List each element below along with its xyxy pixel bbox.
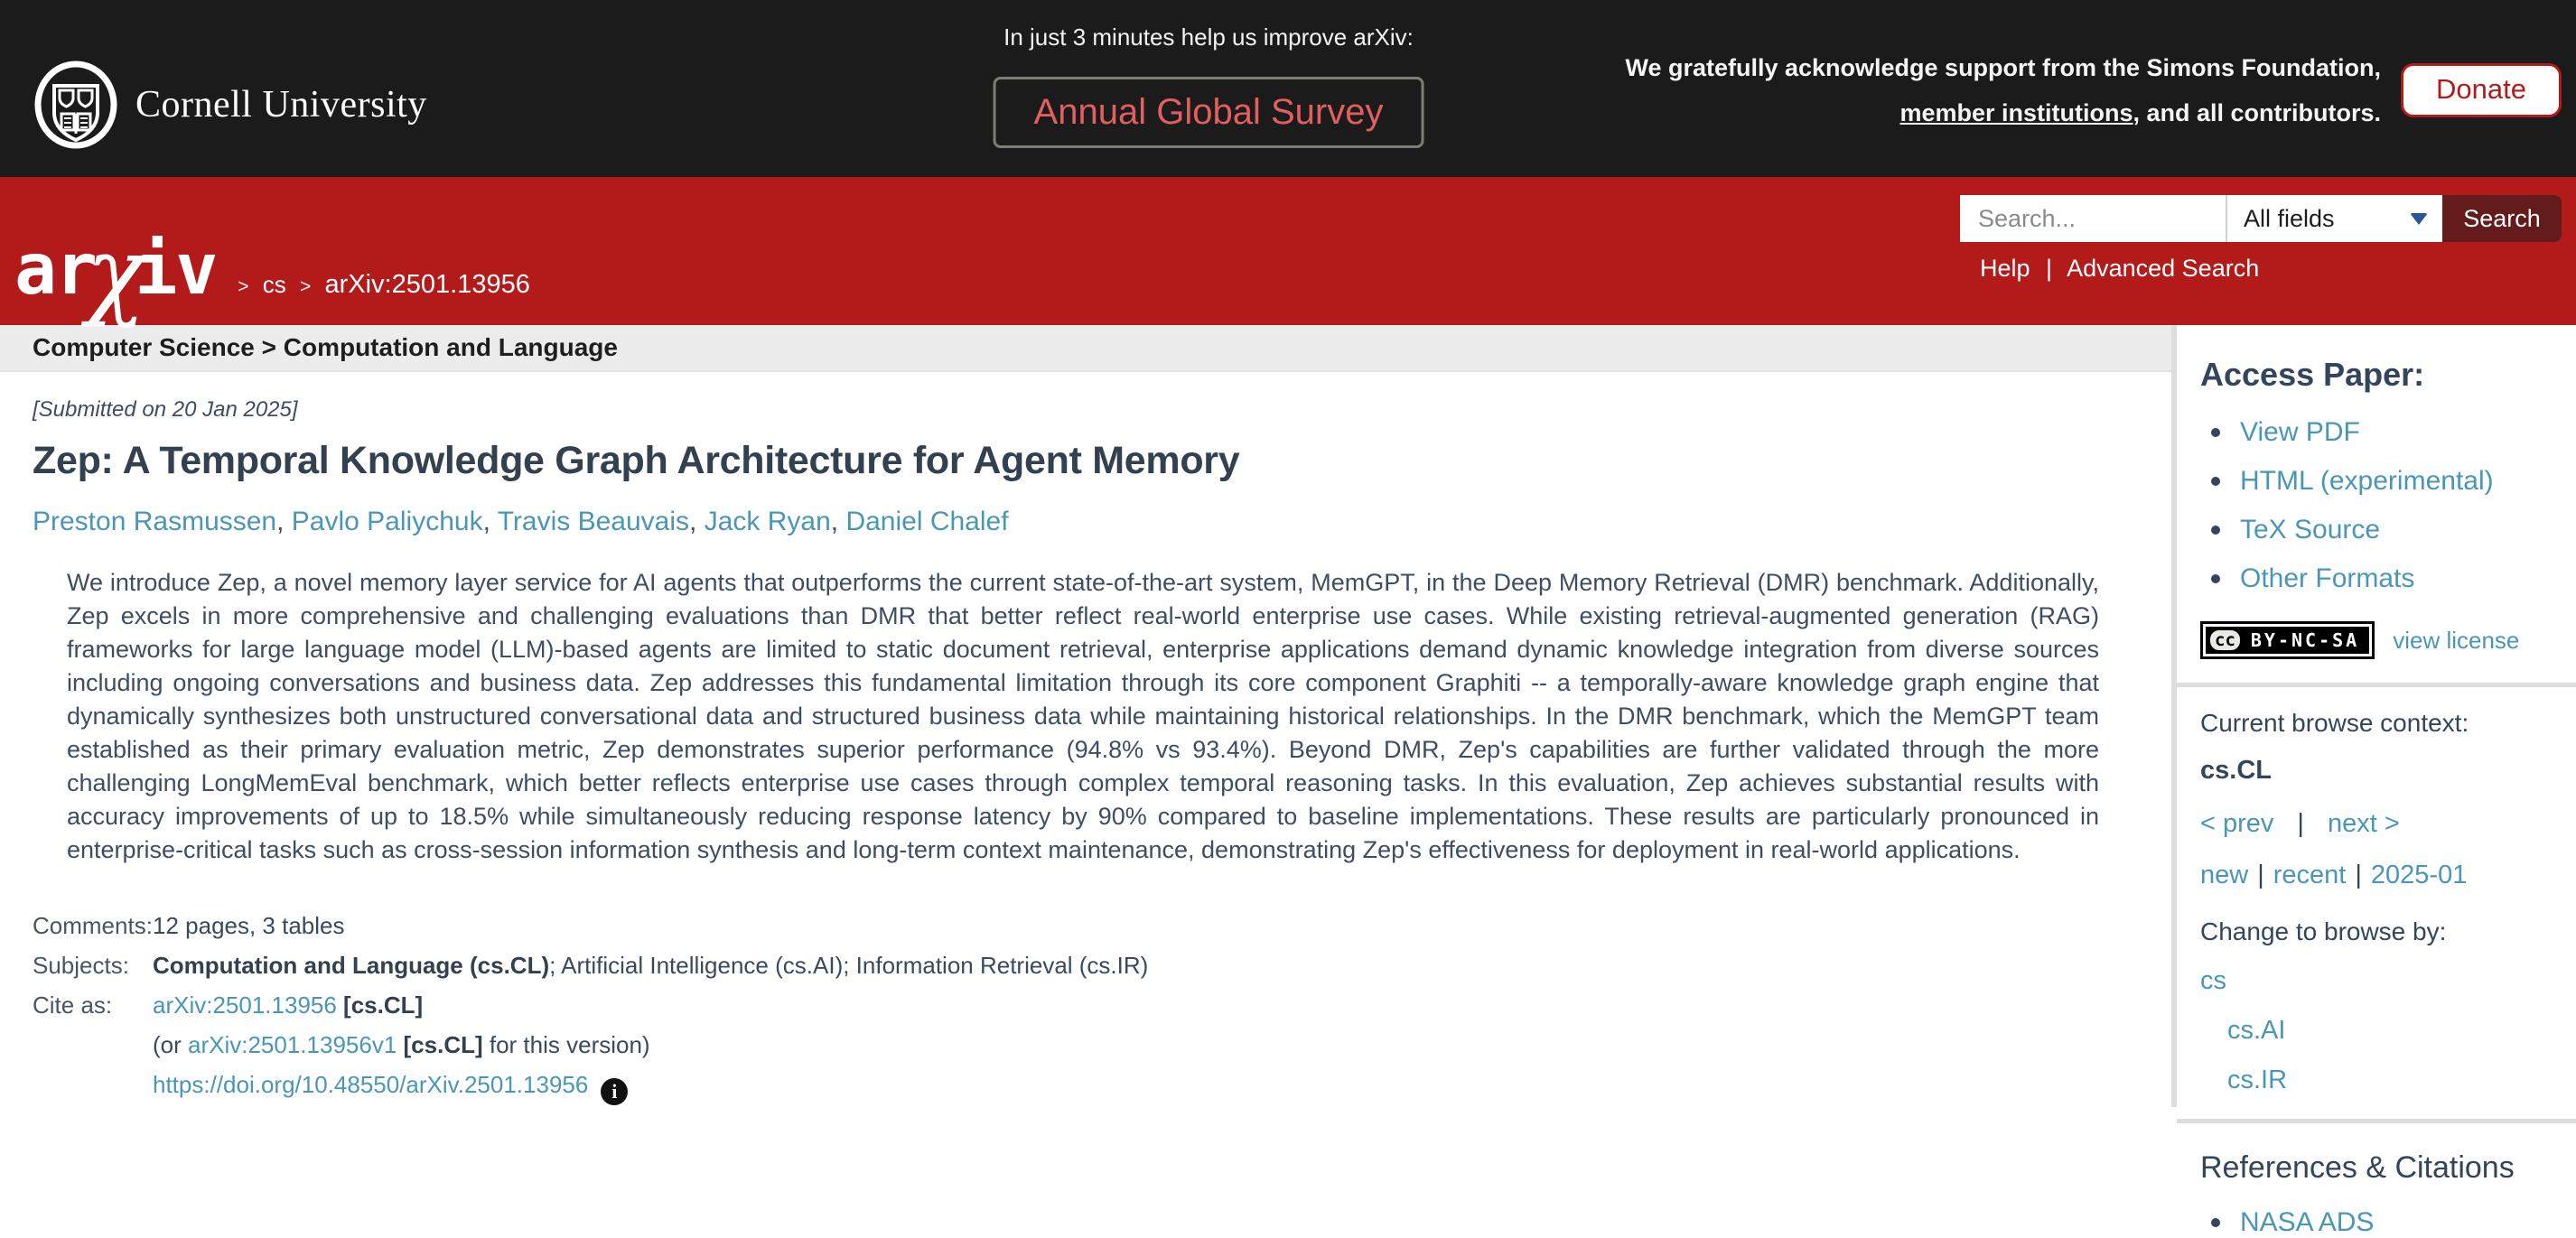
author-link[interactable]: Pavlo Paliychuk bbox=[291, 507, 483, 536]
arxiv-header bbox=[0, 177, 2576, 330]
nasa-ads-link[interactable]: NASA ADS bbox=[2240, 1207, 2375, 1237]
cc-license-badge[interactable] bbox=[2200, 621, 2375, 659]
author-separator: , bbox=[689, 507, 705, 536]
breadcrumb-paper-id: arXiv:2501.13956 bbox=[324, 270, 530, 299]
pipe-separator: | bbox=[2297, 809, 2304, 838]
arxiv-version-link[interactable]: arXiv:2501.13956v1 bbox=[188, 1031, 397, 1058]
category-ribbon bbox=[0, 325, 2171, 372]
browse-context-title: Current browse context: bbox=[2200, 709, 2469, 737]
author-link[interactable]: Jack Ryan bbox=[704, 507, 831, 536]
pipe-separator: | bbox=[2046, 255, 2053, 282]
list-item bbox=[2200, 563, 2560, 594]
top-banner bbox=[0, 0, 2576, 177]
author-link[interactable]: Daniel Chalef bbox=[845, 507, 1009, 536]
change-browse-title: Change to browse by: bbox=[2200, 917, 2447, 945]
next-link[interactable]: next > bbox=[2327, 809, 2400, 838]
chevron-down-icon bbox=[2410, 213, 2428, 225]
author-separator: , bbox=[830, 507, 846, 536]
support-line2-suffix: , and all contributors. bbox=[2133, 99, 2382, 126]
listing-nav-row bbox=[2200, 861, 2560, 890]
doi-line bbox=[153, 1071, 2171, 1105]
breadcrumb-separator: > bbox=[300, 276, 312, 297]
search-button[interactable]: Search bbox=[2442, 195, 2562, 242]
sidebar bbox=[2171, 325, 2576, 1237]
author-separator: , bbox=[276, 507, 292, 536]
references-citations-title: References & Citations bbox=[2200, 1150, 2515, 1185]
recent-link[interactable]: recent bbox=[2273, 861, 2347, 889]
primary-subject: Computation and Language (cs.CL) bbox=[153, 952, 550, 979]
browse-by-cs-ai-link[interactable]: cs.AI bbox=[2227, 1016, 2286, 1045]
subjects-label: Subjects: bbox=[33, 952, 129, 979]
help-link[interactable]: Help bbox=[1980, 255, 2030, 282]
author-separator: , bbox=[482, 507, 498, 536]
subjects-value bbox=[153, 952, 2171, 980]
secondary-subjects: ; Artificial Intelligence (cs.AI); Information Retrieval (cs.IR) bbox=[549, 952, 1149, 979]
list-item bbox=[2200, 515, 2560, 545]
view-pdf-link[interactable]: View PDF bbox=[2240, 417, 2360, 447]
cite-class: [cs.CL] bbox=[336, 991, 424, 1019]
advanced-search-link[interactable]: Advanced Search bbox=[2067, 255, 2260, 282]
cornell-university-label: Cornell University bbox=[135, 84, 427, 126]
other-formats-link[interactable]: Other Formats bbox=[2240, 563, 2415, 593]
browse-by-cs-link[interactable]: cs bbox=[2200, 966, 2226, 995]
donate-button[interactable]: Donate bbox=[2401, 63, 2562, 117]
abstract-text: We introduce Zep, a novel memory layer service for AI agents that outperforms the current state-of-the-art system, MemGPT, in the Deep Memory Retrieval (DMR) benchmark. Additionally, Zep excels in more comprehensive and challenging evaluations than DMR that better reflect real-world enterprise use cases. While existing retrieval-augmented generation (RAG) frameworks for large language model (LLM)-based agents are limited to static document retrieval, enterprise applications demand dynamic knowledge integration from diverse sources including ongoing conversations and business data. Zep addresses this fundamental limitation through its core component Graphiti -- a temporally-aware knowledge graph engine that dynamically synthesizes both unstructured conversational data and structured business data while maintaining historical relationships. In the DMR benchmark, which the MemGPT team established as their primary evaluation metric, Zep demonstrates superior performance (94.8% vs 93.4%). Beyond DMR, Zep's capabilities are further validated through the more challenging LongMemEval benchmark, which better reflects enterprise use cases through complex temporal reasoning tasks. In this evaluation, Zep achieves substantial results with accuracy improvements of up to 18.5% while simultaneously reducing response latency by 90% compared to baseline implementations. These results are particularly pronounced in enterprise-critical tasks such as cross-session information synthesis and long-term context maintenance, demonstrating Zep's effectiveness for deployment in real-world applications. bbox=[67, 569, 2099, 863]
cornell-seal-icon bbox=[34, 61, 117, 148]
browse-context-section bbox=[2177, 683, 2576, 1095]
pipe-separator: | bbox=[2355, 861, 2362, 889]
month-link[interactable]: 2025-01 bbox=[2370, 861, 2468, 889]
survey-prompt-text: In just 3 minutes help us improve arXiv: bbox=[1003, 23, 1414, 51]
content-area bbox=[0, 325, 2576, 1237]
search-zone bbox=[1960, 195, 2562, 283]
arxiv-id-link[interactable]: arXiv:2501.13956 bbox=[153, 991, 337, 1019]
paper-title: Zep: A Temporal Knowledge Graph Architecture for Agent Memory bbox=[33, 439, 1240, 482]
comments-value: 12 pages, 3 tables bbox=[153, 912, 345, 939]
arxiv-logo[interactable] bbox=[14, 217, 217, 330]
references-links-list bbox=[2200, 1207, 2560, 1238]
metadata-table bbox=[33, 912, 2171, 1105]
version-class: [cs.CL] bbox=[397, 1031, 483, 1058]
cite-as-label: Cite as: bbox=[33, 991, 113, 1019]
cc-icon: cc bbox=[2208, 628, 2242, 652]
cornell-university-link[interactable] bbox=[34, 61, 427, 148]
help-row bbox=[1960, 255, 2562, 283]
version-line bbox=[153, 1031, 2171, 1059]
brand-area bbox=[14, 217, 530, 330]
pipe-separator: | bbox=[2257, 861, 2264, 889]
logo-chi: χ bbox=[86, 217, 145, 330]
support-block bbox=[1625, 45, 2562, 135]
access-paper-title: Access Paper: bbox=[2200, 356, 2425, 393]
logo-prefix: ar bbox=[14, 229, 96, 311]
browse-by-cs-ir-link[interactable]: cs.IR bbox=[2227, 1066, 2288, 1094]
prev-next-row bbox=[2200, 809, 2560, 839]
doi-link[interactable]: https://doi.org/10.48550/arXiv.2501.13956 bbox=[153, 1071, 589, 1098]
author-link[interactable]: Travis Beauvais bbox=[497, 507, 690, 536]
cite-as-value bbox=[153, 991, 2171, 1019]
tex-source-link[interactable]: TeX Source bbox=[2240, 515, 2381, 545]
breadcrumb-cs-link[interactable]: cs bbox=[262, 271, 286, 298]
cc-license-code: BY-NC-SA bbox=[2250, 629, 2360, 651]
field-selector[interactable] bbox=[2226, 195, 2442, 242]
prev-link[interactable]: < prev bbox=[2200, 809, 2274, 838]
support-line1: We gratefully acknowledge support from the Simons Foundation, bbox=[1625, 54, 2382, 81]
category-breadcrumb: Computer Science > Computation and Language bbox=[33, 333, 618, 361]
references-citations-section bbox=[2177, 1119, 2576, 1238]
author-link[interactable]: Preston Rasmussen bbox=[33, 507, 277, 536]
submission-date: [Submitted on 20 Jan 2025] bbox=[33, 397, 298, 422]
view-license-link[interactable]: view license bbox=[2393, 626, 2520, 654]
html-experimental-link[interactable]: HTML (experimental) bbox=[2240, 466, 2494, 496]
support-text bbox=[1625, 45, 2381, 135]
authors-line bbox=[33, 507, 2171, 537]
version-prefix: (or bbox=[153, 1031, 188, 1058]
new-link[interactable]: new bbox=[2200, 861, 2249, 889]
list-item bbox=[2200, 417, 2560, 448]
survey-block bbox=[994, 23, 1424, 148]
version-suffix: for this version) bbox=[482, 1031, 650, 1058]
main-column bbox=[0, 325, 2171, 1107]
logo-suffix: iv bbox=[135, 229, 217, 311]
member-institutions-link[interactable]: member institutions bbox=[1899, 99, 2133, 126]
paper-abstract-block bbox=[0, 372, 2171, 1105]
field-selector-value: All fields bbox=[2244, 204, 2335, 232]
search-input[interactable] bbox=[1960, 195, 2226, 242]
breadcrumb bbox=[230, 270, 530, 300]
list-item bbox=[2200, 466, 2560, 497]
browse-context-value: cs.CL bbox=[2200, 756, 2272, 785]
info-icon[interactable]: i bbox=[601, 1078, 628, 1105]
license-row bbox=[2200, 621, 2560, 659]
breadcrumb-separator: > bbox=[238, 276, 249, 297]
list-item bbox=[2200, 1207, 2560, 1238]
annual-global-survey-button[interactable]: Annual Global Survey bbox=[994, 77, 1424, 148]
access-links-list bbox=[2200, 417, 2560, 594]
search-row bbox=[1960, 195, 2562, 242]
comments-label: Comments: bbox=[33, 912, 153, 939]
